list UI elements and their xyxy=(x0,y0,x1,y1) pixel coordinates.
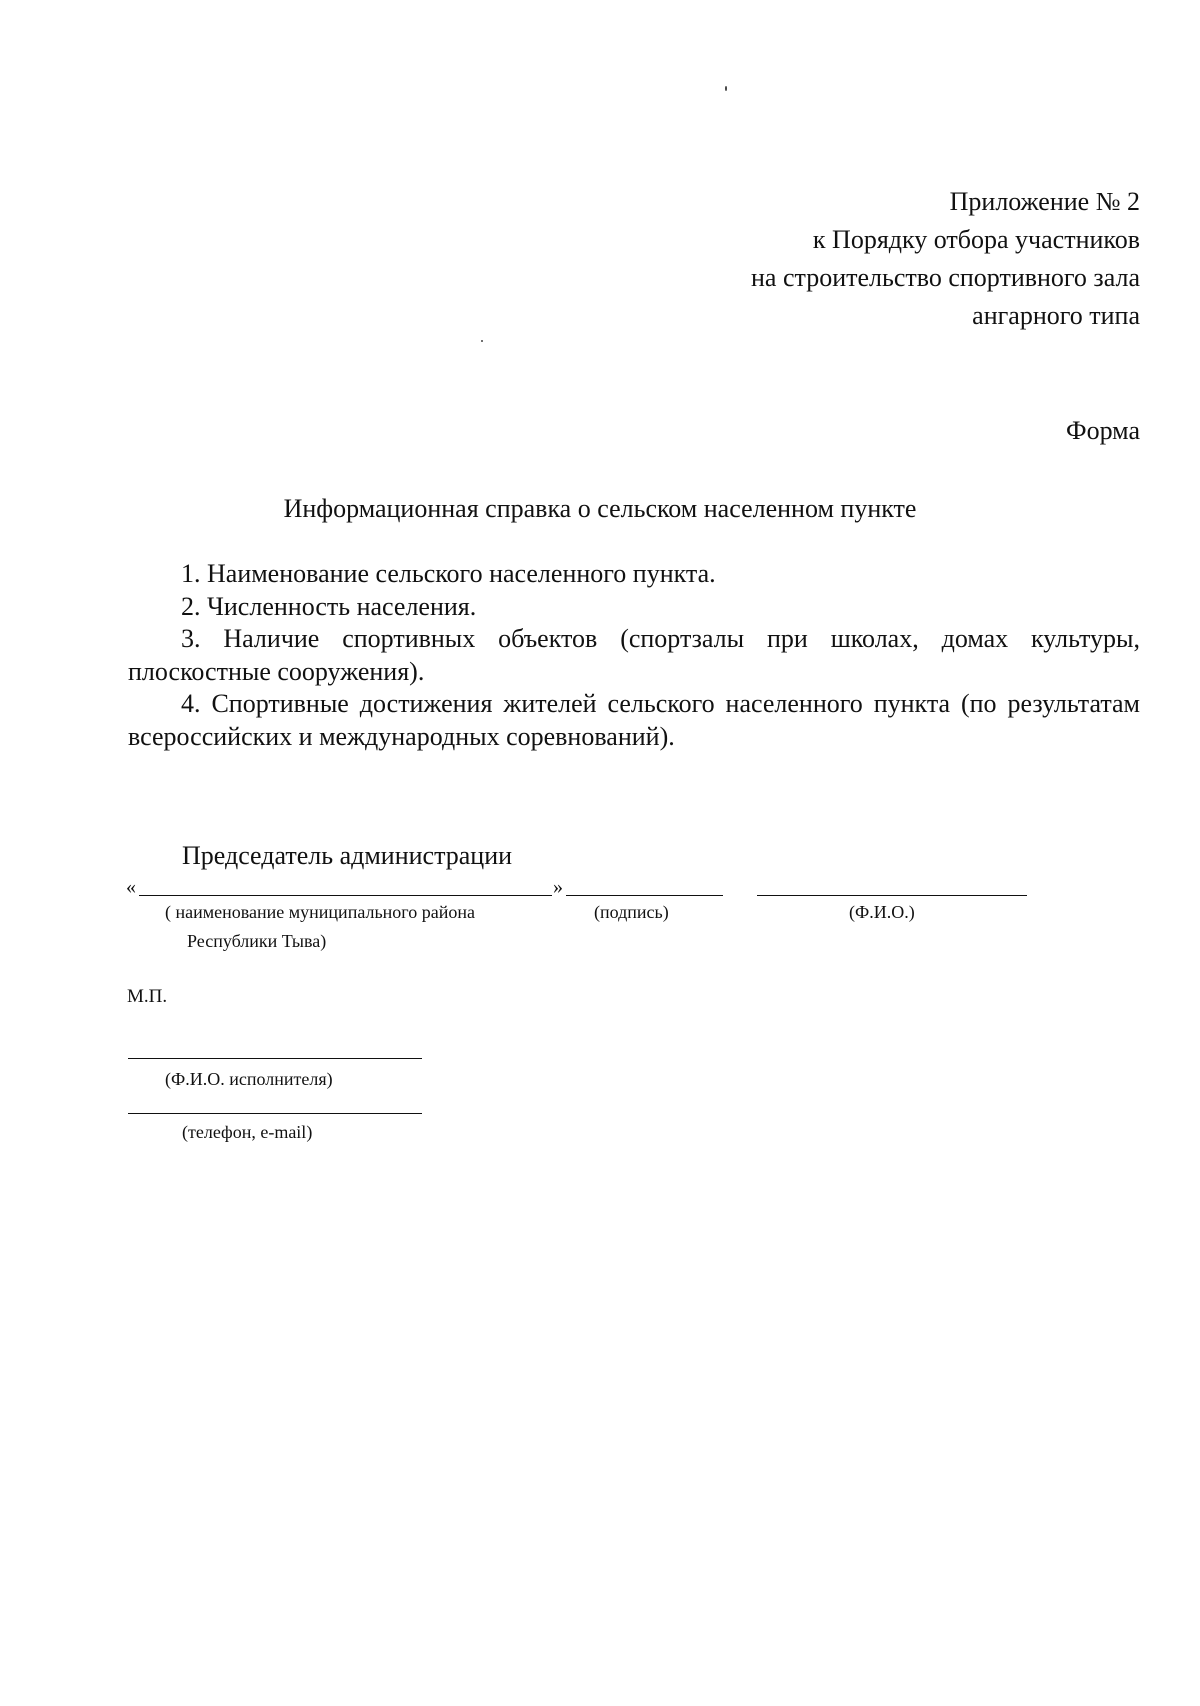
appendix-reference-line: ангарного типа xyxy=(972,301,1140,330)
list-item: 2. Численность населения. xyxy=(181,591,477,621)
chairman-label: Председатель администрации xyxy=(182,841,513,870)
fio-line xyxy=(757,895,1027,896)
contact-line xyxy=(128,1113,422,1114)
list-item: 4. Спортивные достижения жителей сельского населенного пункта (по результатам всероссийских и международных соревнований). xyxy=(128,689,1140,751)
appendix-number: Приложение № 2 xyxy=(949,187,1140,216)
scan-speck xyxy=(725,86,727,91)
scan-speck xyxy=(481,340,483,342)
form-label: Форма xyxy=(1066,416,1140,445)
open-quote: « xyxy=(126,876,136,898)
document-title: Информационная справка о сельском населенном пункте xyxy=(283,494,917,523)
close-quote: » xyxy=(553,876,563,898)
executor-line xyxy=(128,1058,422,1059)
district-name-line xyxy=(139,895,552,896)
list-item: 3. Наличие спортивных объектов (спортзалы при школах, домах культуры, плоскостные сооружения). xyxy=(128,624,1140,686)
signature-line xyxy=(566,895,723,896)
items-list xyxy=(128,558,1140,753)
fio-caption: (Ф.И.О.) xyxy=(849,902,915,922)
appendix-reference-line: к Порядку отбора участников xyxy=(812,225,1140,254)
executor-caption: (Ф.И.О. исполнителя) xyxy=(165,1069,333,1089)
stamp-label: М.П. xyxy=(127,986,168,1007)
appendix-reference-line: на строительство спортивного зала xyxy=(751,263,1140,292)
signature-caption: (подпись) xyxy=(594,902,669,922)
district-caption: ( наименование муниципального района xyxy=(165,902,475,922)
contact-caption: (телефон, e-mail) xyxy=(182,1122,313,1142)
list-item: 1. Наименование сельского населенного пункта. xyxy=(181,559,716,588)
district-caption: Республики Тыва) xyxy=(187,931,327,951)
